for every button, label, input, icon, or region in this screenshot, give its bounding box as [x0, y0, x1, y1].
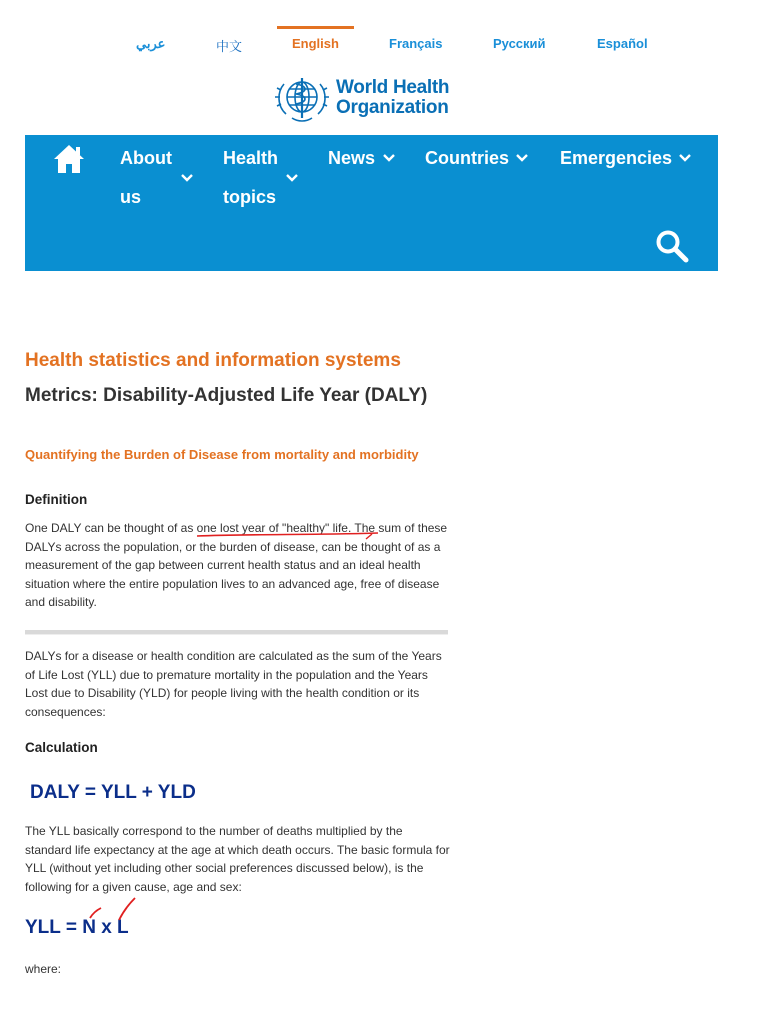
- definition-text: One DALY can be thought of as one lost year of "healthy" life. The sum of these DALYs across the population, or the burden of disease, can be thought of as a measurement of the gap between current health status and an ideal health situation where the entire population lives to an advanced age, free of disease and disability.: [25, 521, 448, 609]
- page-subtitle: Quantifying the Burden of Disease from mortality and morbidity: [25, 447, 419, 462]
- logo-line-1: World Health: [336, 77, 450, 98]
- nav-news[interactable]: News: [328, 148, 376, 168]
- chevron-down-icon[interactable]: [285, 173, 299, 183]
- who-emblem-icon: [272, 70, 332, 126]
- chevron-down-icon[interactable]: [678, 153, 692, 163]
- language-bar: [0, 26, 768, 66]
- yll-formula: YLL = N x L: [25, 917, 129, 938]
- nav-health-topics[interactable]: [223, 139, 278, 217]
- nav-about-us[interactable]: [120, 139, 172, 217]
- nav-health-line1: Health: [223, 148, 279, 168]
- nav-health-line2: topics: [223, 187, 277, 207]
- chevron-down-icon[interactable]: [180, 173, 194, 183]
- calculation-heading: Calculation: [25, 740, 98, 755]
- lang-chinese[interactable]: 中文: [216, 39, 243, 54]
- search-icon[interactable]: [655, 229, 689, 263]
- lang-spanish[interactable]: Español: [597, 36, 648, 51]
- nav-about-line1: About: [120, 148, 172, 168]
- lang-english[interactable]: English: [292, 36, 339, 51]
- active-language-indicator: [277, 26, 354, 29]
- lang-french[interactable]: Français: [389, 36, 443, 51]
- who-logo-text: [336, 78, 449, 118]
- definition-heading: Definition: [25, 492, 88, 507]
- home-icon[interactable]: [52, 143, 86, 175]
- chevron-down-icon[interactable]: [515, 153, 529, 163]
- page-title: Metrics: Disability-Adjusted Life Year (DALY): [25, 385, 428, 406]
- nav-about-line2: us: [120, 187, 142, 207]
- nav-emergencies[interactable]: Emergencies: [560, 148, 673, 168]
- daly-description: DALYs for a disease or health condition are calculated as the sum of the Years of Life Lost (YLL) due to premature mortality in the population and the Years Lost due to Disability (YLD) for people living with the health condition or its consequences:: [25, 649, 442, 719]
- section-divider: [25, 630, 448, 635]
- lang-arabic[interactable]: عربي: [136, 36, 166, 51]
- logo-line-2: Organization: [336, 97, 449, 118]
- nav-countries[interactable]: Countries: [425, 148, 510, 168]
- section-title[interactable]: Health statistics and information systems: [25, 350, 401, 371]
- yll-description: The YLL basically correspond to the number of deaths multiplied by the standard life expectancy at the age at which death occurs. The basic formula for YLL (without yet including other social preferences discussed below), is the following for a given cause, age and sex:: [25, 824, 450, 894]
- where-label: where:: [25, 962, 62, 976]
- main-nav: [25, 135, 718, 271]
- chevron-down-icon[interactable]: [382, 153, 396, 163]
- who-logo[interactable]: [272, 70, 452, 126]
- lang-russian[interactable]: Русский: [493, 36, 546, 51]
- daly-formula: DALY = YLL + YLD: [30, 782, 196, 803]
